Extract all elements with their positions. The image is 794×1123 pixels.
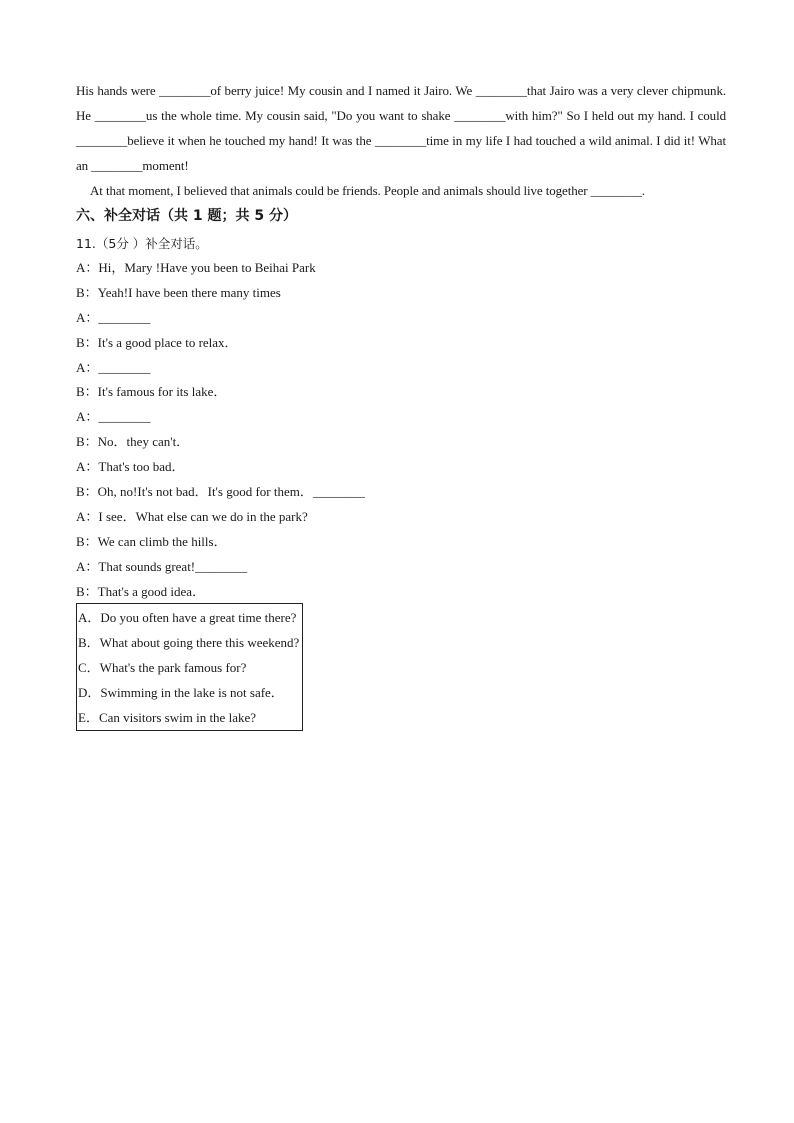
option-c: C．What's the park famous for? <box>78 660 247 676</box>
option-a: A．Do you often have a great time there? <box>78 610 297 626</box>
dialogue-line: A：That's too bad． <box>76 459 185 475</box>
section-title: 六、补全对话（共 1 题；共 5 分） <box>76 208 297 224</box>
dialogue-line: A：________ <box>76 359 151 375</box>
dialogue-line: B：We can climb the hills． <box>76 533 227 549</box>
dialogue <box>76 255 726 603</box>
dialogue-line: B：It's famous for its lake． <box>76 384 227 400</box>
option-b: B．What about going there this weekend? <box>78 635 300 651</box>
dialogue-line: B：That's a good idea． <box>76 583 206 599</box>
dialogue-line: A：I see．What else can we do in the park? <box>76 508 308 524</box>
passage-paragraph-1: His hands were ________of berry juice! My cousin and I named it Jairo. We ________that Jairo was a very clever chipmunk. He ________us the whole time. My cousin said, "Do you want to shake ________with him?" So I held out my hand. I could ________believe it when he touched my hand! It was the ________time in my life I had touched a wild animal. I did it! What an ________moment! <box>76 83 726 173</box>
dialogue-line: A：________ <box>76 409 151 425</box>
dialogue-line: B：No．they can't． <box>76 434 190 450</box>
dialogue-line: A：________ <box>76 309 151 325</box>
dialogue-line: A：Hi，Mary !Have you been to Beihai Park <box>76 260 316 275</box>
dialogue-line: B：It's a good place to relax． <box>76 334 238 350</box>
passage-paragraph-2: At that moment, I believed that animals could be friends. People and animals should live together ________. <box>90 183 646 198</box>
option-d: D．Swimming in the lake is not safe． <box>78 685 284 701</box>
question-heading: 11.（5分 ）补全对话。 <box>76 236 208 251</box>
dialogue-line: A：That sounds great!________ <box>76 558 248 574</box>
dialogue-line: B：Oh, no!It's not bad．It's good for them．________ <box>76 484 365 500</box>
document-page <box>76 78 726 731</box>
dialogue-line: B：Yeah!I have been there many times <box>76 284 281 300</box>
options-box <box>76 603 303 731</box>
option-e: E．Can visitors swim in the lake? <box>78 710 257 726</box>
